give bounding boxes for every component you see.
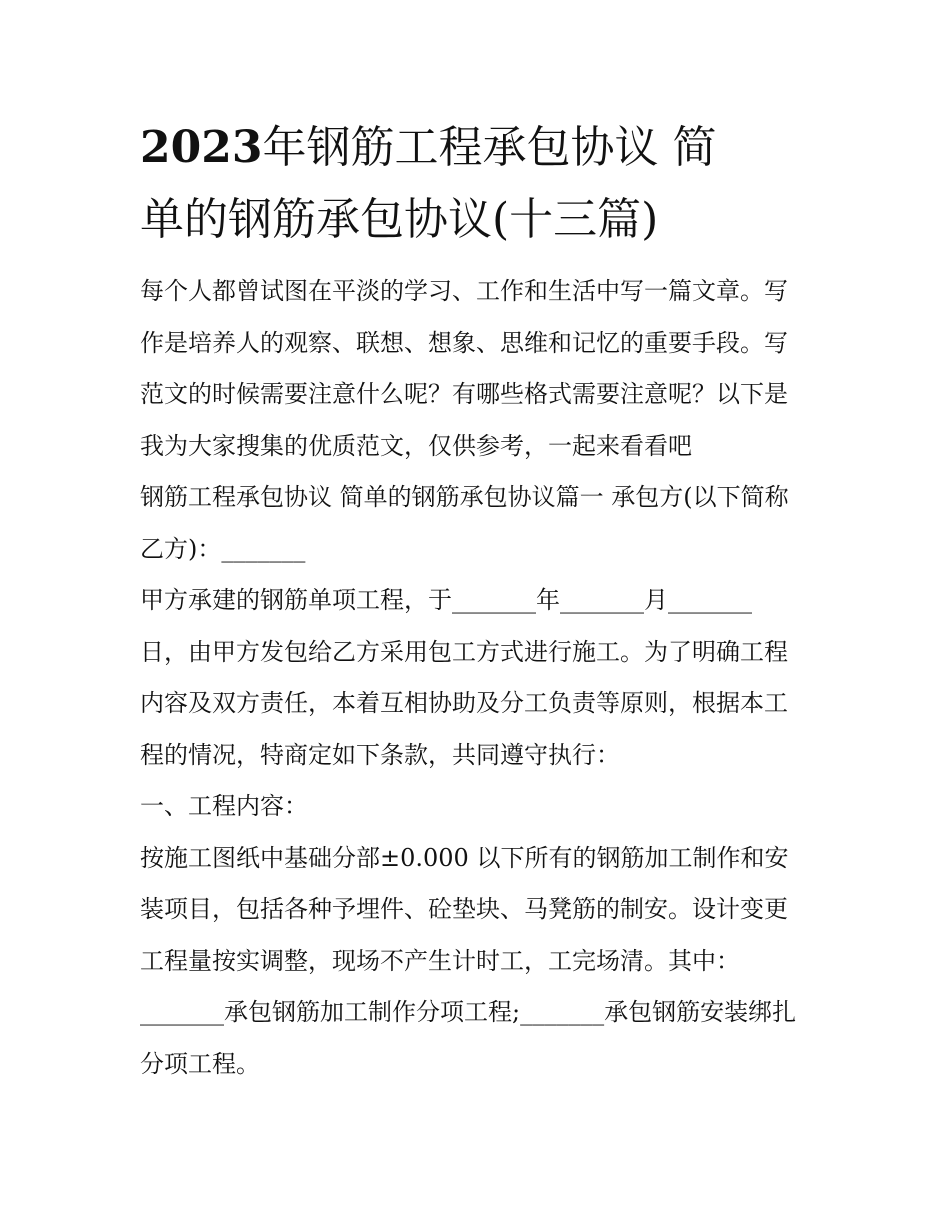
body-line: 每个人都曾试图在平淡的学习、工作和生活中写一篇文章。写 xyxy=(140,277,788,305)
title-line-1-text: 年钢筋工程承包协议 简 xyxy=(262,122,717,173)
body-line: 乙方)：_______ xyxy=(140,534,306,563)
body-line: 内容及双方责任，本着互相协助及分工负责等原则，根据本工 xyxy=(140,689,788,717)
body-line: 日，由甲方发包给乙方采用包工方式进行施工。为了明确工程 xyxy=(140,637,788,666)
body-line: _______承包钢筋加工制作分项工程;_______承包钢筋安装绑扎 xyxy=(140,998,797,1026)
body-line: 作是培养人的观察、联想、想象、思维和记忆的重要手段。写 xyxy=(140,328,788,357)
body-line: 我为大家搜集的优质范文，仅供参考，一起来看看吧 xyxy=(140,431,692,460)
title-year: 2023 xyxy=(140,122,263,173)
body-line: 范文的时候需要注意什么呢？有哪些格式需要注意呢？以下是 xyxy=(140,380,788,408)
section-heading: 一、工程内容： xyxy=(140,792,308,820)
title-line-2: 单的钢筋承包协议(十三篇) xyxy=(140,194,659,245)
body-line: 工程量按实调整，现场不产生计时工，工完场清。其中： xyxy=(140,946,740,975)
body-line: 按施工图纸中基础分部±0.000 以下所有的钢筋加工制作和安 xyxy=(140,843,789,872)
body-line: 甲方承建的钢筋单项工程，于_______年_______月_______ xyxy=(140,586,752,614)
body-line: 钢筋工程承包协议 简单的钢筋承包协议篇一 承包方(以下简称 xyxy=(140,483,789,511)
document-title xyxy=(140,112,812,256)
document-page xyxy=(140,112,812,1090)
document-body xyxy=(140,266,812,1090)
title-line-1 xyxy=(140,112,812,184)
body-line: 分项工程。 xyxy=(140,1049,260,1078)
body-line: 装项目，包括各种予埋件、砼垫块、马凳筋的制安。设计变更 xyxy=(140,895,788,923)
body-line: 程的情况，特商定如下条款，共同遵守执行： xyxy=(140,740,620,769)
